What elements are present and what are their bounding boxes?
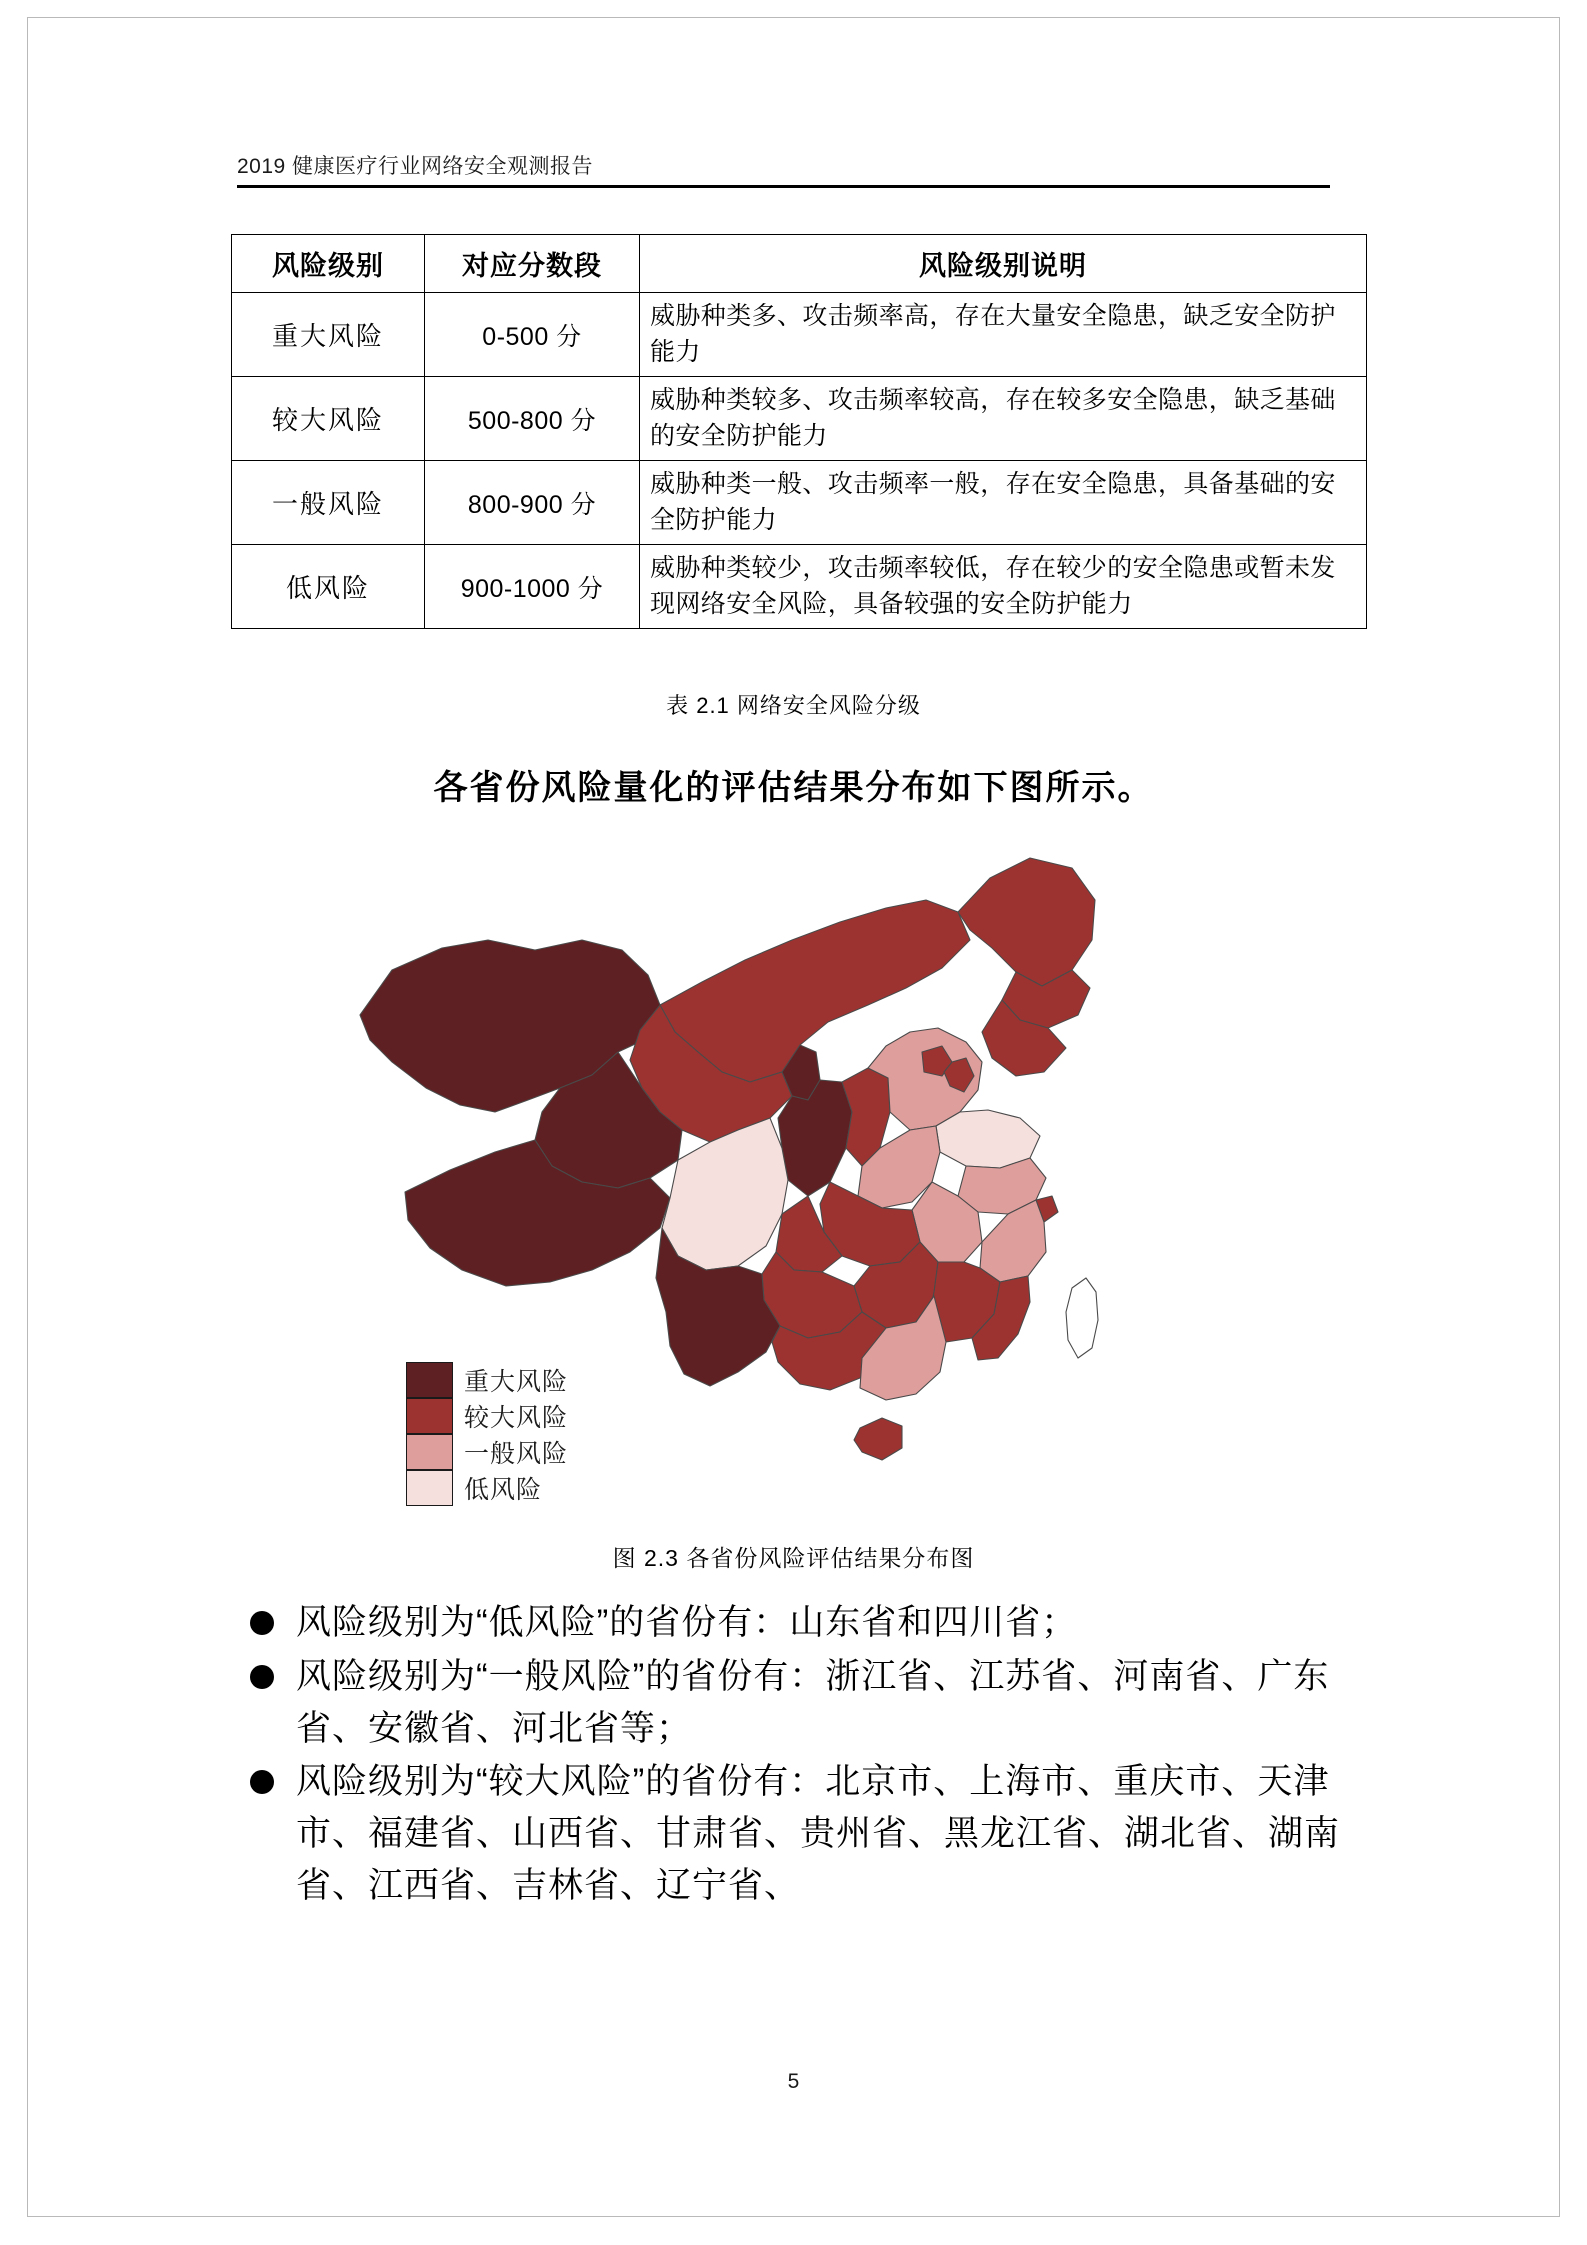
figure-caption: 图 2.3 各省份风险评估结果分布图: [612, 1545, 975, 1571]
table-caption: 表 2.1 网络安全风险分级: [666, 693, 921, 718]
province-hainan: [854, 1418, 902, 1460]
list-item: [250, 1756, 1370, 1911]
column-header-level: 风险级别: [232, 235, 425, 293]
cell-description: 威胁种类多、攻击频率高，存在大量安全隐患，缺乏安全防护能力: [640, 293, 1367, 377]
table-row: [232, 377, 1367, 461]
risk-grading-table: [231, 234, 1367, 629]
map-legend: [406, 1362, 606, 1506]
legend-item: [406, 1470, 606, 1506]
legend-item: [406, 1434, 606, 1470]
cell-risk-level: 重大风险: [232, 293, 425, 377]
table-row: [232, 293, 1367, 377]
bullet-dot-icon: [250, 1611, 274, 1635]
cell-description: 威胁种类一般、攻击频率一般，存在安全隐患，具备基础的安全防护能力: [640, 461, 1367, 545]
province-heilongjiang: [958, 858, 1095, 986]
cell-score-range: 900-1000 分: [425, 545, 640, 629]
bullet-dot-icon: [250, 1770, 274, 1794]
legend-label: 一般风险: [464, 1440, 569, 1468]
header-title: 2019 健康医疗行业网络安全观测报告: [237, 155, 594, 178]
running-header: [237, 150, 1337, 180]
list-item-text: 风险级别为“较大风险”的省份有：北京市、上海市、重庆市、天津市、福建省、山西省、甘肃省、贵州省、黑龙江省、湖北省、湖南省、江西省、吉林省、辽宁省、: [296, 1762, 1341, 1905]
legend-item: [406, 1398, 606, 1434]
column-header-score: 对应分数段: [425, 235, 640, 293]
legend-label: 低风险: [464, 1476, 543, 1504]
list-item-text: 风险级别为“低风险”的省份有：山东省和四川省；: [296, 1603, 1078, 1642]
legend-swatch-icon: [406, 1434, 453, 1470]
legend-label: 重大风险: [464, 1368, 569, 1396]
lead-sentence: 各省份风险量化的评估结果分布如下图所示。: [433, 769, 1154, 807]
cell-risk-level: 一般风险: [232, 461, 425, 545]
list-item: [250, 1597, 1370, 1649]
column-header-description: 风险级别说明: [640, 235, 1367, 293]
page-number: 5: [787, 2070, 800, 2093]
table-row: [232, 545, 1367, 629]
risk-province-list: [250, 1597, 1370, 1914]
cell-score-range: 800-900 分: [425, 461, 640, 545]
cell-description: 威胁种类较少，攻击频率较低，存在较少的安全隐患或暂未发现网络安全风险，具备较强的安全防护能力: [640, 545, 1367, 629]
cell-score-range: 500-800 分: [425, 377, 640, 461]
cell-risk-level: 较大风险: [232, 377, 425, 461]
legend-item: [406, 1362, 606, 1398]
cell-score-range: 0-500 分: [425, 293, 640, 377]
bullet-dot-icon: [250, 1665, 274, 1689]
legend-label: 较大风险: [464, 1404, 569, 1432]
cell-description: 威胁种类较多、攻击频率较高，存在较多安全隐患，缺乏基础的安全防护能力: [640, 377, 1367, 461]
province-taiwan: [1066, 1278, 1098, 1358]
legend-swatch-icon: [406, 1398, 453, 1434]
header-divider: [237, 185, 1330, 188]
legend-swatch-icon: [406, 1470, 453, 1506]
cell-risk-level: 低风险: [232, 545, 425, 629]
legend-swatch-icon: [406, 1362, 453, 1398]
table-header-row: [232, 235, 1367, 293]
list-item: [250, 1651, 1370, 1755]
list-item-text: 风险级别为“一般风险”的省份有：浙江省、江苏省、河南省、广东省、安徽省、河北省等；: [296, 1656, 1330, 1748]
table-row: [232, 461, 1367, 545]
